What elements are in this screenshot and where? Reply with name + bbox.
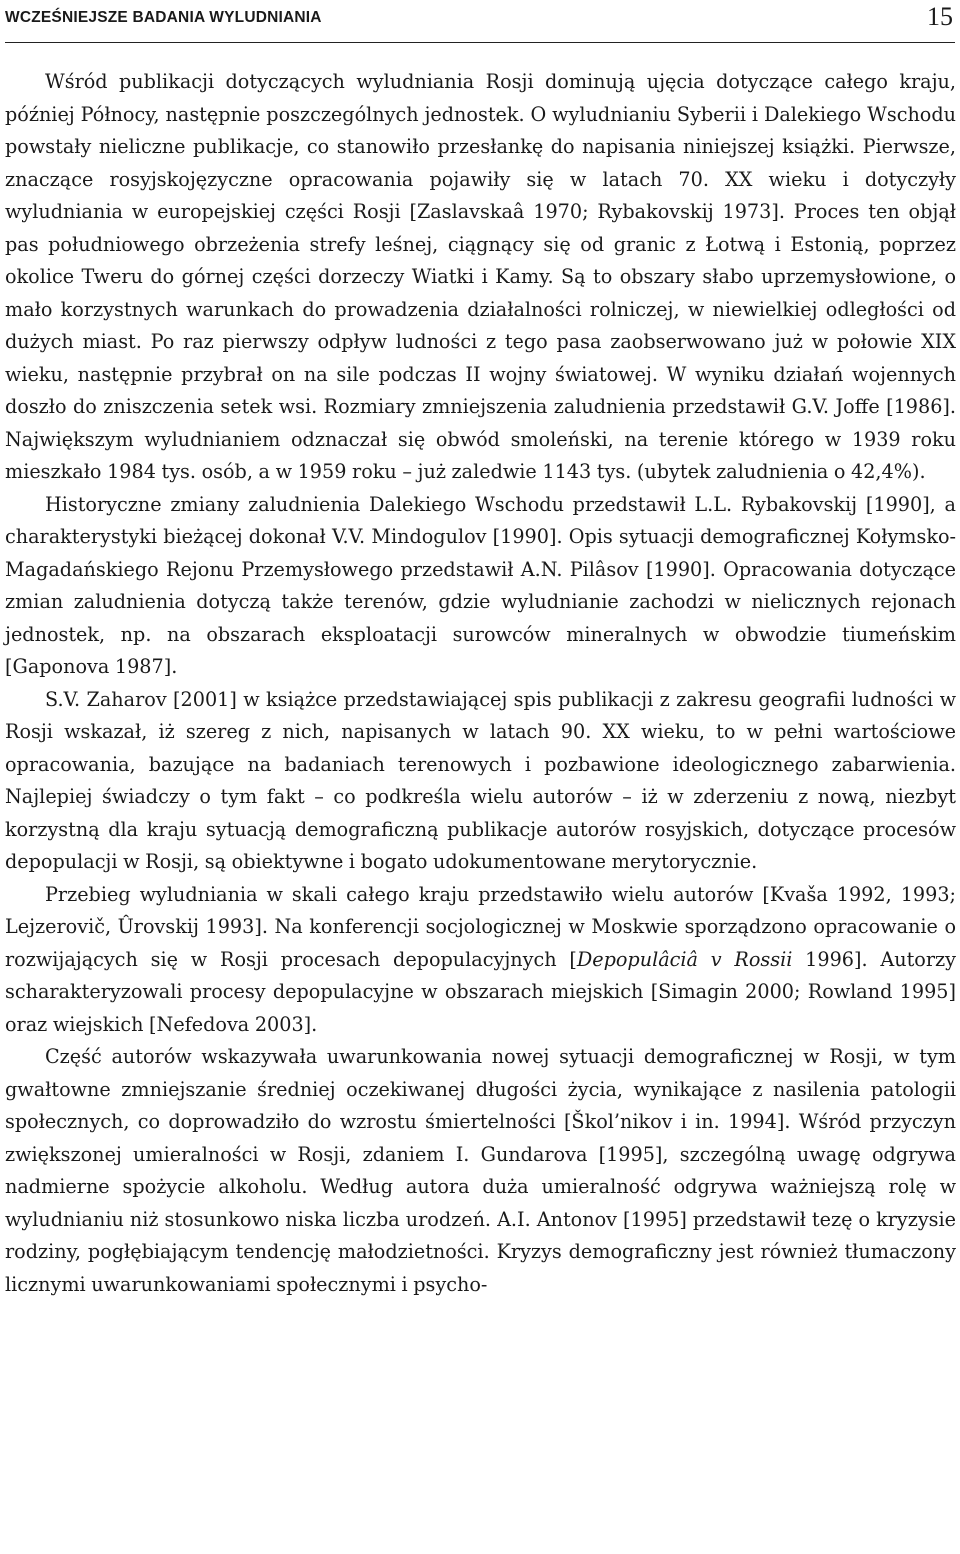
running-head <box>5 0 955 43</box>
paragraph-4-italic-title: Depopulâciâ v Rossii <box>576 947 793 971</box>
paragraph-1: Wśród publikacji dotyczących wyludniania Rosji dominują ujęcia dotyczące całego kraju, później Północy, następnie poszczególnych jednostek. O wyludnianiu Syberii i Dalekiego Wschodu powstały nieliczne publikacje, co stanowiło przesłankę do napisania niniejszej książki. Pierwsze, znaczące rosyjskojęzyczne opracowania pojawiły się w latach 70. XX wieku i dotyczyły wyludniania w europejskiej części Rosji [Zaslavskaâ 1970; Rybakovskij 1973]. Proces ten objął pas południowego obrzeżenia strefy leśnej, ciągnący się od granic z Łotwą i Estonią, poprzez okolice Tweru do górnej części dorzeczy Wiatki i Kamy. Są to obszary słabo uprzemysłowione, o mało korzystnych warunkach do prowadzenia działalności rolniczej, w niewielkiej odległości od dużych miast. Po raz pierwszy odpływ ludności z tego pasa zaobserwowano już w połowie XIX wieku, następnie przybrał on na sile podczas II wojny światowej. W wyniku działań wojennych doszło do zniszczenia setek wsi. Rozmiary zmniejszenia zaludnienia przedstawił G.V. Joffe [1986]. Największym wyludnianiem odznaczał się obwód smoleński, na terenie którego w 1939 roku mieszkało 1984 tys. osób, a w 1959 roku – już zaledwie 1143 tys. (ubytek zaludnienia o 42,4%). <box>5 70 956 483</box>
paragraph-4 <box>5 879 956 1042</box>
paragraph-2: Historyczne zmiany zaludnienia Dalekiego Wschodu przedstawił L.L. Rybakovskij [1990], a charakterystyki bieżącej dokonał V.V. Mindogulov [1990]. Opis sytuacji demograficznej Kołymsko-Magadańskiego Rejonu Przemysłowego przedstawił A.N. Pilâsov [1990]. Opracowania dotyczące zmian zaludnienia dotyczą także terenów, gdzie wyludnianie zachodzi w nielicznych rejonach jednostek, np. na obszarach eksploatacji surowców mineralnych w obwodzie tiumeńskim [Gaponova 1987]. <box>5 492 956 678</box>
running-title: WCZEŚNIEJSZE BADANIA WYLUDNIANIA <box>5 9 322 26</box>
paragraph-4-text-a: Przebieg wyludniania w skali całego kraju przedstawiło wielu autorów [Kvaša 1992, 1993; Lejzerovič, Ûrovskij 1993]. Na konferencji socjologicznej w Moskwie sporządzono opracowanie o rozwijających się w Rosji procesach depopulacyjnych [ <box>5 882 956 971</box>
paragraph-5: Część autorów wskazywała uwarunkowania nowej sytuacji demograficznej w Rosji, w tym gwałtowne zmniejszanie średniej oczekiwanej długości życia, wynikające z nasilenia patologii społecznych, co doprowadziło do wzrostu śmiertelności [Škol’nikov i in. 1994]. Wśród przyczyn zwiększonej umieralności w Rosji, zdaniem I. Gundarova [1995], szczególną uwagę odgrywa nadmierne spożycie alkoholu. Według autora duża umieralność odgrywa ważniejszą rolę w wyludnianiu niż stosunkowo niska liczba urodzeń. A.I. Antonov [1995] przedstawił tezę o kryzysie rodziny, pogłębiającym tendencję małodzietności. Kryzys demograficzny jest również tłumaczony licznymi uwarunkowaniami społecznymi i psycho- <box>5 1045 956 1296</box>
paragraph-4-text-b: 1996]. Autorzy scharakteryzowali procesy depopulacyjne w obszarach miejskich [Simagin 2000; Rowland 1995] oraz wiejskich [Nefedova 2003]. <box>5 947 956 1036</box>
body-text <box>5 66 956 1301</box>
paragraph-3: S.V. Zaharov [2001] w książce przedstawiającej spis publikacji z zakresu geografii ludności w Rosji wskazał, iż szereg z nich, napisanych w latach 90. XX wieku, to w pełni wartościowe opracowania, bazujące na badaniach terenowych i pozbawione ideologicznego zabarwienia. Najlepiej świadczy o tym fakt – co podkreśla wielu autorów – iż w zderzeniu z nową, niezbyt korzystną dla kraju sytuacją demograficzną publikacje autorów rosyjskich, dotyczące procesów depopulacji w Rosji, są obiektywne i bogato udokumentowane merytorycznie. <box>5 687 956 873</box>
page-number: 15 <box>927 2 953 31</box>
